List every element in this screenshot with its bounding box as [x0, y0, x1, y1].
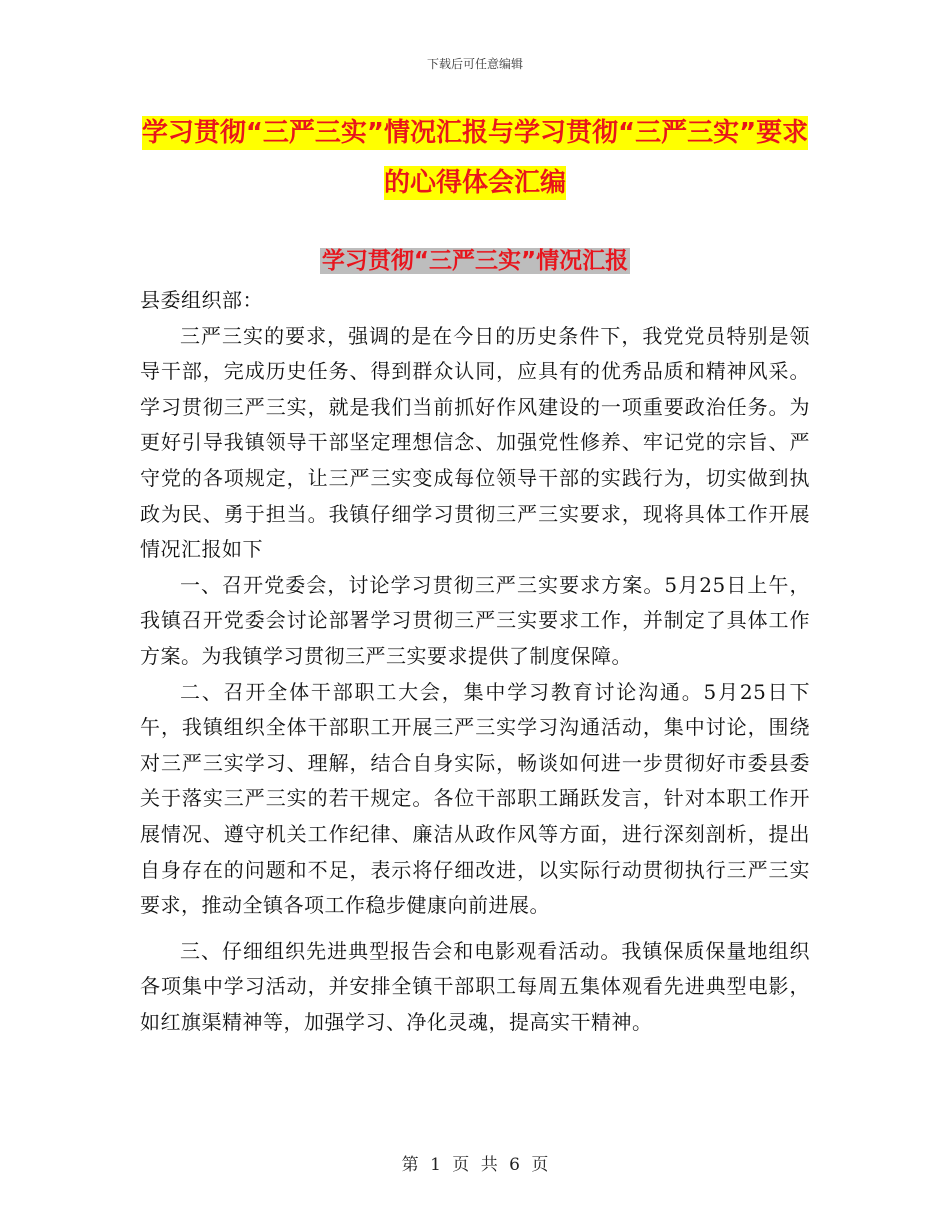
paragraph-item-3: 三、仔细组织先进典型报告会和电影观看活动。我镇保质保量地组织各项集中学习活动，并安排全镇干部职工每周五集体观看先进典型电影，如红旗渠精神等，加强学习、净化灵魂，提高实干精神。	[140, 938, 810, 1034]
document-title	[140, 108, 810, 208]
section-title	[0, 243, 950, 279]
section-title-text: 学习贯彻“三严三实”情况汇报	[321, 248, 629, 274]
paragraph-item-1: 一、召开党委会，讨论学习贯彻三严三实要求方案。5月25日上午，我镇召开党委会讨论部署学习贯彻三严三实要求工作，并制定了具体工作方案。为我镇学习贯彻三严三实要求提供了制度保障。	[140, 572, 810, 668]
paragraph-item-2: 二、召开全体干部职工大会，集中学习教育讨论沟通。5月25日下午，我镇组织全体干部职工开展三严三实学习沟通活动，集中讨论，围绕对三严三实学习、理解，结合自身实际，畅谈如何进一步贯彻好市委县委关于落实三严三实的若干规定。各位干部职工踊跃发言，针对本职工作开展情况、遵守机关工作纪律、廉洁从政作风等方面，进行深刻剖析，提出自身存在的问题和不足，表示将仔细改进，以实际行动贯彻执行三严三实要求，推动全镇各项工作稳步健康向前进展。	[140, 679, 810, 918]
report-body	[140, 283, 810, 1040]
page-footer: 第 1 页 共 6 页	[401, 1155, 549, 1175]
header-note: 下载后可任意编辑	[426, 57, 523, 71]
salutation: 县委组织部：	[140, 288, 263, 312]
document-title-text: 学习贯彻“三严三实”情况汇报与学习贯彻“三严三实”要求的心得体会汇编	[141, 118, 809, 198]
paragraph-intro: 三严三实的要求，强调的是在今日的历史条件下，我党党员特别是领导干部，完成历史任务、得到群众认同，应具有的优秀品质和精神风采。学习贯彻三严三实，就是我们当前抓好作风建设的一项重要政治任务。为更好引导我镇领导干部坚定理想信念、加强党性修养、牢记党的宗旨、严守党的各项规定，让三严三实变成每位领导干部的实践行为，切实做到执政为民、勇于担当。我镇仔细学习贯彻三严三实要求，现将具体工作开展情况汇报如下	[140, 323, 810, 562]
